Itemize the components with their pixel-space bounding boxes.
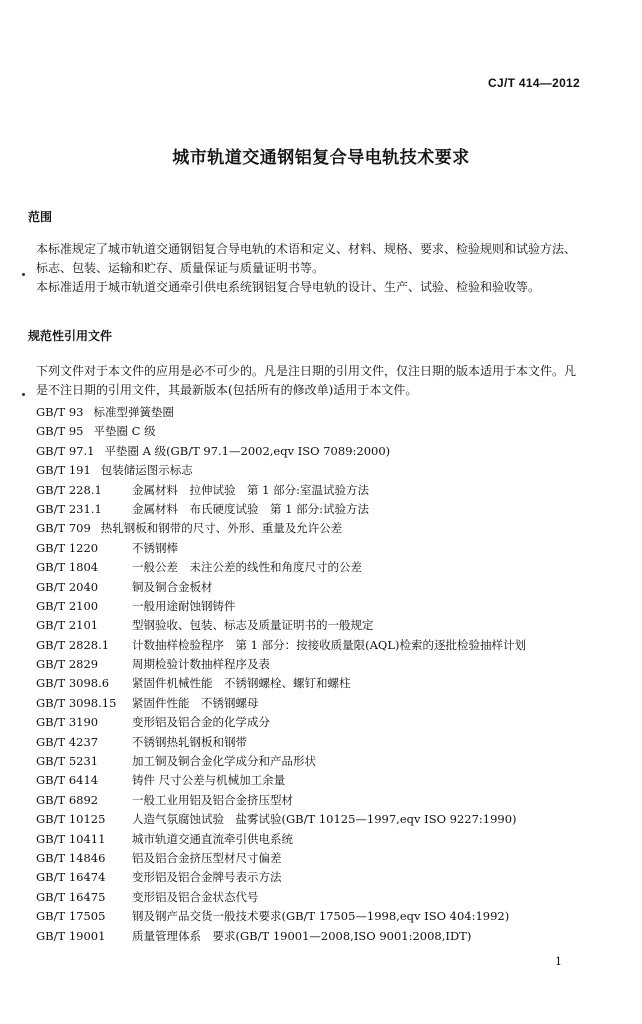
page-title: 城市轨道交通钢铝复合导电轨技术要求 (172, 148, 470, 168)
scope-paragraph: 本标准规定了城市轨道交通钢铝复合导电轨的术语和定义、材料、规格、要求、检验规则和试验方法、标志、包装、运输和贮存、质量保证与质量证明书等。 (36, 242, 577, 275)
reference-title: 型钢验收、包装、标志及质量证明书的一般规定 (132, 618, 374, 633)
section-heading-normative-references: 规范性引用文件 (28, 329, 113, 343)
scan-speck (22, 393, 25, 396)
reference-code: GB/T 14846 (36, 850, 106, 865)
reference-item (36, 519, 596, 538)
reference-code: GB/T 95 (36, 424, 84, 439)
reference-code: GB/T 17505 (36, 909, 106, 924)
reference-item (36, 713, 596, 732)
reference-title: 平垫圈 C 级 (93, 424, 156, 439)
reference-title: 铸件 尺寸公差与机械加工余量 (132, 773, 286, 788)
reference-title: 标准型弹簧垫圈 (93, 405, 174, 419)
page-number: 1 (555, 955, 562, 968)
reference-item (36, 597, 596, 616)
scan-speck (22, 273, 25, 276)
reference-code: GB/T 1804 (36, 560, 99, 575)
reference-title: 铜及铜合金板材 (132, 579, 213, 594)
reference-item (36, 403, 596, 422)
reference-code: GB/T 3098.15 (36, 695, 117, 710)
reference-title: 城市轨道交通直流牵引供电系统 (132, 831, 293, 846)
reference-title: 周期检验计数抽样程序及表 (132, 657, 270, 672)
reference-code: GB/T 191 (36, 463, 91, 478)
reference-item (36, 616, 596, 635)
reference-code: GB/T 3190 (36, 715, 99, 730)
reference-item (36, 694, 596, 713)
reference-title: 质量管理体系 要求(GB/T 19001—2008,ISO 9001:2008,IDT) (132, 928, 472, 943)
reference-item (36, 791, 596, 810)
reference-item (36, 655, 596, 674)
reference-code: GB/T 2829 (36, 657, 99, 672)
reference-title: 热轧钢板和钢带的尺寸、外形、重量及允许公差 (100, 521, 343, 536)
reference-item (36, 461, 596, 480)
reference-code: GB/T 3098.6 (36, 676, 110, 691)
reference-code: GB/T 2101 (36, 618, 99, 633)
reference-title: 变形铝及铝合金的化学成分 (132, 715, 270, 730)
reference-title: 铝及铝合金挤压型材尺寸偏差 (132, 850, 282, 865)
reference-item (36, 752, 596, 771)
reference-code: GB/T 10411 (36, 831, 106, 846)
reference-code: GB/T 6892 (36, 792, 99, 807)
reference-code: GB/T 4237 (36, 734, 99, 749)
scope-body (28, 240, 584, 297)
reference-title: 金属材料 拉伸试验 第 1 部分:室温试验方法 (132, 482, 369, 497)
reference-title: 平垫圈 A 级(GB/T 97.1—2002,eqv ISO 7089:2000) (104, 443, 391, 458)
reference-code: GB/T 19001 (36, 928, 106, 943)
reference-title: 包装储运图示标志 (100, 463, 193, 478)
reference-item (36, 422, 596, 441)
reference-item (36, 868, 596, 887)
reference-item (36, 674, 596, 693)
reference-title: 一般用途耐蚀钢铸件 (132, 598, 236, 613)
reference-title: 紧固件性能 不锈钢螺母 (132, 695, 259, 710)
reference-title: 变形铝及铝合金牌号表示方法 (132, 870, 282, 885)
standard-number: CJ/T 414—2012 (488, 76, 580, 90)
reference-code: GB/T 228.1 (36, 482, 102, 497)
reference-title: 加工铜及铜合金化学成分和产品形状 (132, 754, 316, 769)
reference-title: 变形铝及铝合金状态代号 (132, 889, 259, 904)
reference-item (36, 733, 596, 752)
reference-item (36, 771, 596, 790)
reference-code: GB/T 5231 (36, 754, 99, 769)
reference-list (36, 403, 596, 946)
reference-code: GB/T 2100 (36, 598, 99, 613)
scope-paragraph: 本标准适用于城市轨道交通牵引供电系统钢铝复合导电轨的设计、生产、试验、检验和验收等。 (36, 280, 541, 294)
normative-intro (28, 362, 584, 400)
reference-item (36, 849, 596, 868)
reference-title: 金属材料 布氏硬度试验 第 1 部分:试验方法 (132, 501, 369, 516)
reference-item (36, 907, 596, 926)
reference-code: GB/T 1220 (36, 540, 99, 555)
reference-code: GB/T 6414 (36, 773, 99, 788)
reference-title: 计数抽样检验程序 第 1 部分：按接收质量限(AQL)检索的逐批检验抽样计划 (132, 637, 526, 652)
reference-item (36, 810, 596, 829)
reference-code: GB/T 16474 (36, 870, 106, 885)
reference-title: 一般工业用铝及铝合金挤压型材 (132, 792, 293, 807)
reference-item (36, 578, 596, 597)
reference-item (36, 927, 596, 946)
reference-item (36, 888, 596, 907)
reference-code: GB/T 93 (36, 405, 84, 419)
reference-code: GB/T 16475 (36, 889, 106, 904)
reference-code: GB/T 2040 (36, 579, 99, 594)
reference-item (36, 636, 596, 655)
reference-item (36, 830, 596, 849)
normative-intro-text: 下列文件对于本文件的应用是必不可少的。凡是注日期的引用文件，仅注日期的版本适用于本文件。凡是不注日期的引用文件，其最新版本(包括所有的修改单)适用于本文件。 (36, 364, 577, 397)
reference-code: GB/T 97.1 (36, 443, 95, 458)
reference-title: 人造气氛腐蚀试验 盐雾试验(GB/T 10125—1997,eqv ISO 9227:1990) (132, 812, 517, 827)
reference-code: GB/T 2828.1 (36, 637, 110, 652)
section-heading-scope: 范围 (28, 210, 53, 224)
reference-title: 钢及钢产品交货一般技术要求(GB/T 17505—1998,eqv ISO 404:1992) (132, 909, 510, 924)
reference-item (36, 539, 596, 558)
reference-title: 一般公差 未注公差的线性和角度尺寸的公差 (132, 560, 362, 575)
reference-item (36, 558, 596, 577)
reference-code: GB/T 10125 (36, 812, 106, 827)
reference-code: GB/T 231.1 (36, 501, 102, 516)
reference-code: GB/T 709 (36, 521, 91, 536)
reference-item (36, 481, 596, 500)
reference-title: 不锈钢热轧钢板和钢带 (132, 734, 247, 749)
reference-item (36, 442, 596, 461)
reference-title: 紧固件机械性能 不锈钢螺栓、螺钉和螺柱 (132, 676, 351, 691)
reference-item (36, 500, 596, 519)
reference-title: 不锈钢棒 (132, 540, 178, 555)
